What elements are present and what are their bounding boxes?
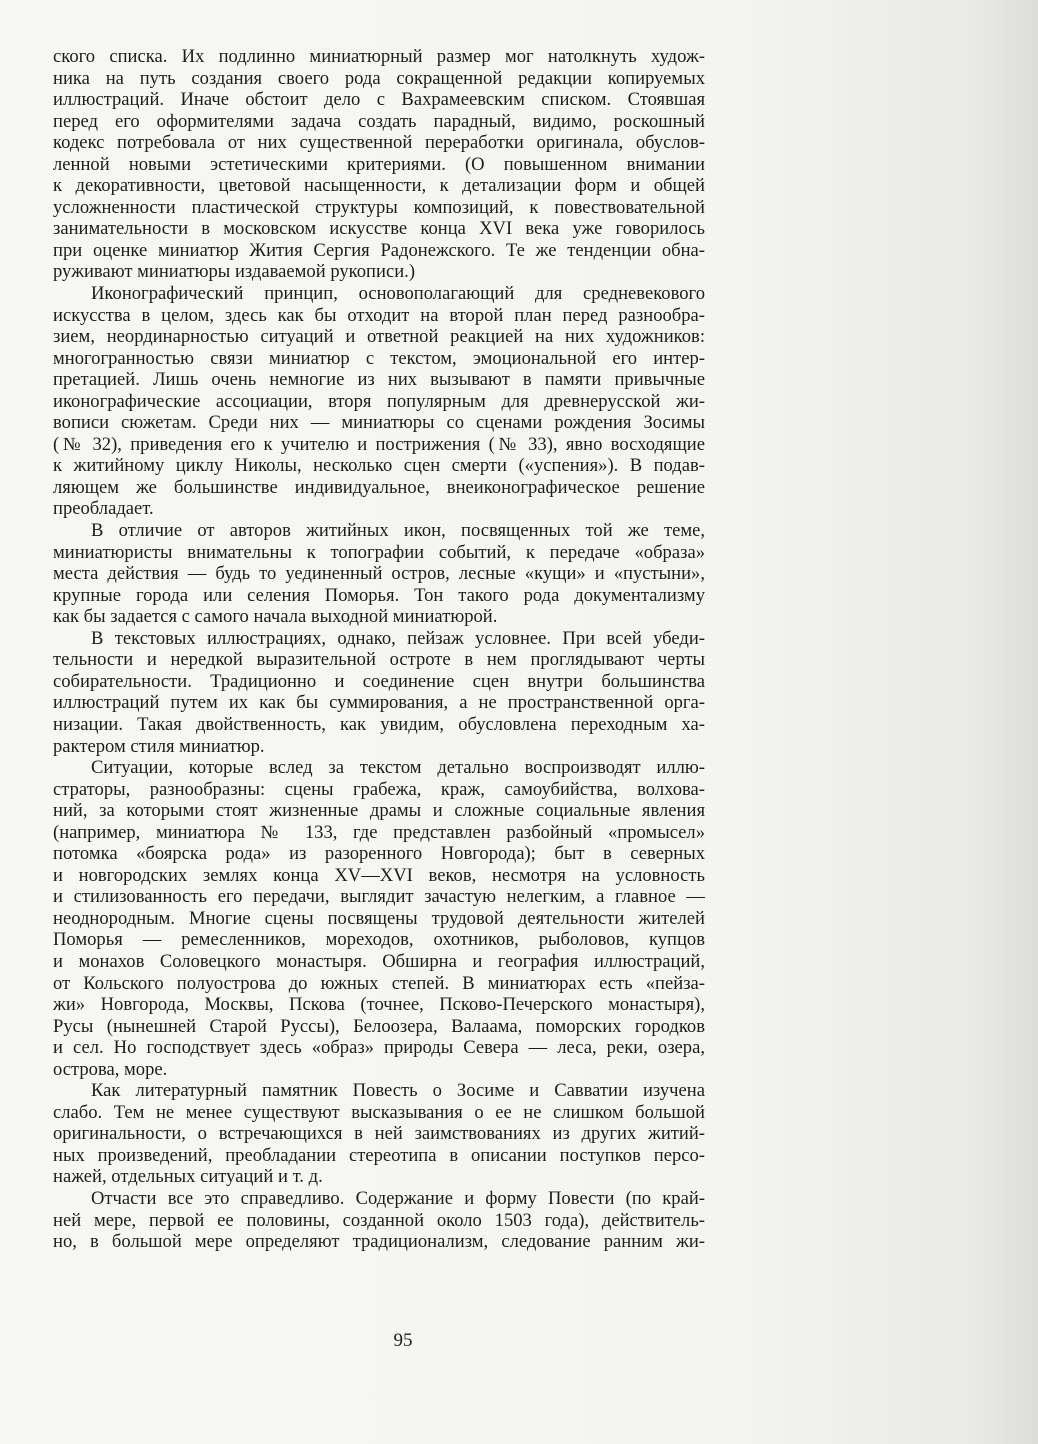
paragraph: [53, 1080, 705, 1188]
text-line: ленной новыми эстетическими критериями. (О повышенном внимании: [53, 153, 705, 175]
text-line: ней мере, первой ее половины, созданной около 1503 года), действитель-: [53, 1209, 705, 1231]
text-line: преобладает.: [53, 498, 154, 520]
text-line: иллюстраций. Иначе обстоит дело с Вахрамеевским списком. Стоявшая: [53, 89, 705, 111]
text-line: ных произведений, преобладании стереотипа в описании поступков персо-: [53, 1144, 705, 1166]
text-line: и сел. Но господствует здесь «образ» природы Севера — леса, реки, озера,: [53, 1037, 705, 1059]
text-line: миниатюристы внимательны к топографии событий, к передаче «образа»: [53, 541, 705, 563]
text-line: низации. Такая двойственность, как увидим, обусловлена переходным ха-: [53, 713, 705, 735]
text-line: нажей, отдельных ситуаций и т. д.: [53, 1166, 323, 1188]
paragraph: [53, 520, 705, 628]
text-line: ника на путь создания своего рода сокращенной редакции копируемых: [53, 67, 705, 89]
text-line: иконографические ассоциации, вторя популярным для древнерусской жи-: [53, 390, 705, 412]
text-line: Как литературный памятник Повесть о Зосиме и Савватии изучена: [91, 1080, 705, 1102]
text-line: от Кольского полуострова до южных степей. В миниатюрах есть «пейза-: [53, 972, 705, 994]
text-line: вописи сюжетам. Среди них — миниатюры со сценами рождения Зосимы: [53, 412, 705, 434]
text-line: В отличие от авторов житийных икон, посвященных той же теме,: [91, 520, 705, 542]
paragraph: [53, 46, 705, 283]
text-line: Ситуации, которые вслед за текстом детально воспроизводят иллю-: [91, 757, 705, 779]
text-line: Русы (нынешней Старой Руссы), Белоозера, Валаама, поморских городков: [53, 1015, 705, 1037]
text-line: ляющем же большинстве индивидуальное, внеиконографическое решение: [53, 476, 705, 498]
text-line: и новгородских землях конца XV—XVI веков, несмотря на условность: [53, 864, 705, 886]
text-line: Иконографический принцип, основополагающий для средневекового: [91, 283, 705, 305]
text-line: Отчасти все это справедливо. Содержание и форму Повести (по край-: [91, 1187, 705, 1209]
text-line: иллюстраций путем их как бы суммирования, а не пространственной орга-: [53, 692, 705, 714]
text-line: страторы, разнообразны: сцены грабежа, краж, самоубийства, волхова-: [53, 778, 705, 800]
text-line: ского списка. Их подлинно миниатюрный размер мог натолкнуть худож-: [53, 46, 705, 67]
text-line: слабо. Тем не менее существуют высказывания о ее не слишком большой: [53, 1101, 705, 1123]
text-line: при оценке миниатюр Жития Сергия Радонежского. Те же тенденции обна-: [53, 239, 705, 261]
text-line: (например, миниатюра № 133, где представлен разбойный «промысел»: [53, 821, 705, 843]
text-line: но, в большой мере определяют традиционализм, следование ранним жи-: [53, 1231, 705, 1253]
page-number: 95: [393, 1330, 413, 1351]
text-line: как бы задается с самого начала выходной миниатюрой.: [53, 606, 498, 628]
text-line: претацией. Лишь очень немногие из них вызывают в памяти привычные: [53, 369, 705, 391]
text-line: острова, море.: [53, 1058, 168, 1080]
text-line: перед его оформителями задача создать парадный, видимо, роскошный: [53, 110, 705, 132]
text-line: к декоративности, цветовой насыщенности, к детализации форм и общей: [53, 175, 705, 197]
text-line: места действия — будь то уединенный остров, лесные «кущи» и «пустыни»,: [53, 563, 705, 585]
text-line: кодекс потребовала от них существенной переработки оригинала, обуслов-: [53, 132, 705, 154]
text-line: занимательности в московском искусстве конца XVI века уже говорилось: [53, 218, 705, 240]
text-line: В текстовых иллюстрациях, однако, пейзаж условнее. При всей убеди-: [91, 627, 705, 649]
text-line: жи» Новгорода, Москвы, Пскова (точнее, Псково-Печерского монастыря),: [53, 994, 705, 1016]
text-line: искусства в целом, здесь как бы отходит на второй план перед разнообра-: [53, 304, 705, 326]
text-line: зием, неординарностью ситуаций и ответной реакцией на них художников:: [53, 326, 705, 348]
text-line: крупные города или селения Поморья. Тон такого рода документализму: [53, 584, 705, 606]
text-line: оригинальности, о встречающихся в ней заимствованиях из других житий-: [53, 1123, 705, 1145]
text-line: неоднородным. Многие сцены посвящены трудовой деятельности жителей: [53, 907, 705, 929]
body-text: [53, 46, 705, 1253]
text-line: собирательности. Традиционно и соединение сцен внутри большинства: [53, 670, 705, 692]
text-line: многогранностью связи миниатюр с текстом, эмоциональной его интер-: [53, 347, 705, 369]
text-line: тельности и нередкой выразительной остроте в нем проглядывают черты: [53, 649, 705, 671]
paragraph: [53, 283, 705, 520]
paragraph: [53, 1188, 705, 1253]
text-line: усложненности пластической структуры композиций, к повествовательной: [53, 196, 705, 218]
text-line: и монахов Соловецкого монастыря. Обширна и география иллюстраций,: [53, 950, 705, 972]
text-line: (№ 32), приведения его к учителю и пострижения (№ 33), явно восходящие: [53, 433, 705, 455]
text-line: Поморья — ремесленников, мореходов, охотников, рыболовов, купцов: [53, 929, 705, 951]
text-line: руживают миниатюры издаваемой рукописи.): [53, 261, 416, 283]
paragraph: [53, 757, 705, 1080]
text-line: и стилизованность его передачи, выглядит зачастую нелегким, а главное —: [53, 886, 705, 908]
text-line: ний, за которыми стоят жизненные драмы и сложные социальные явления: [53, 800, 705, 822]
text-line: к житийному циклу Николы, несколько сцен смерти («успения»). В подав-: [53, 455, 705, 477]
text-line: потомка «боярска рода» из разоренного Новгорода); быт в северных: [53, 843, 705, 865]
text-line: рактером стиля миниатюр.: [53, 735, 265, 757]
paragraph: [53, 628, 705, 757]
